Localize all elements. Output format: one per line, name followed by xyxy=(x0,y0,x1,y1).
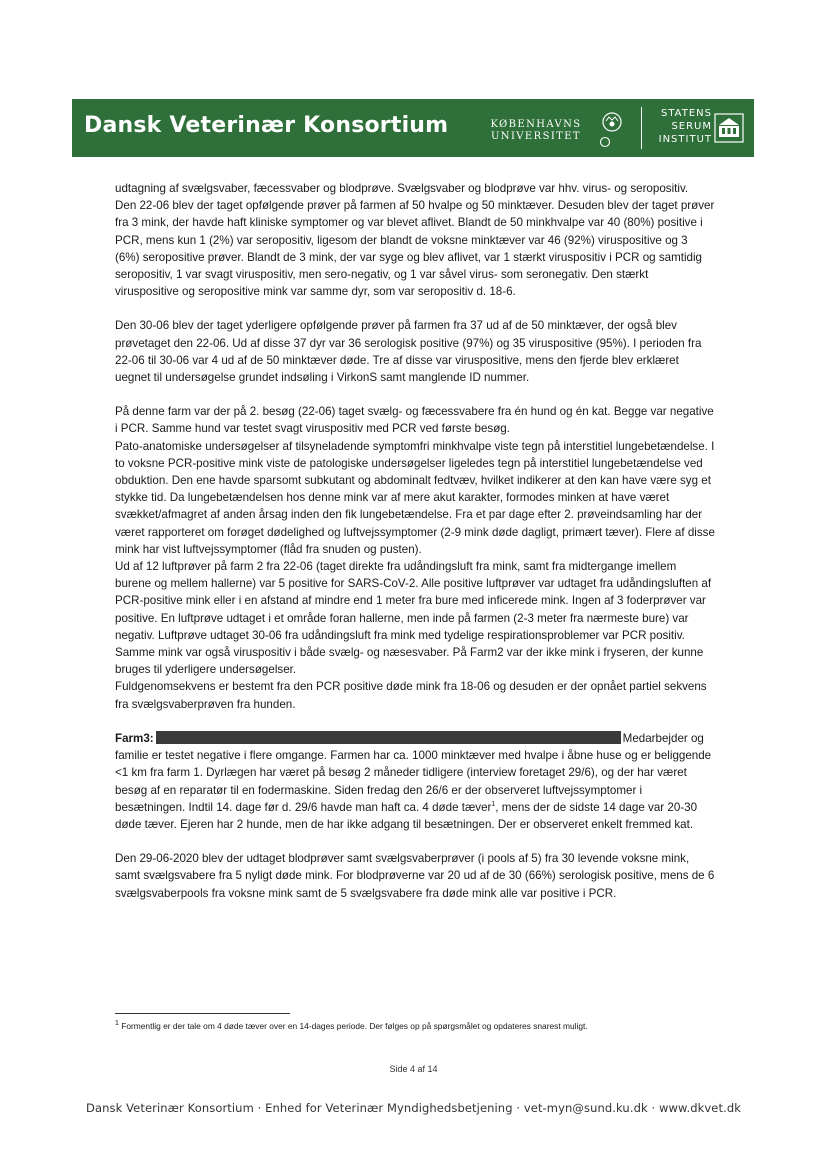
ku-seal-icon xyxy=(594,109,630,149)
farm3-after-redaction: Medarbejder og xyxy=(622,731,704,745)
body-text xyxy=(115,180,715,902)
farm3-text-a: familie er testet negative i flere omgange. Farmen har ca. 1000 minktæver med hvalpe i åbne huse og er beliggende <1 km fra farm 1. Dyrlægen har været på besøg 2 måneder tidligere (interview foretaget 29/6), og der har været besøg af en reparatør til en fodermaskine. Siden fredag den 26/6 er der observeret luftvejssymptomer i besætningen. Indtil 14. dage før d. 29/6 havde man haft ca. 4 døde tæver xyxy=(115,749,712,814)
ssi-line1: STATENS xyxy=(661,108,712,119)
ssi-wordmark xyxy=(650,107,712,146)
page-footer: Dansk Veterinær Konsortium · Enhed for Veterinær Myndighedsbetjening · vet-myn@sund.ku.dk · www.dkvet.dk xyxy=(86,1101,741,1115)
footnote-mark: 1 xyxy=(115,1020,119,1028)
footnote-divider xyxy=(115,1013,290,1014)
farm3-label: Farm3: xyxy=(115,731,154,745)
paragraph-5: Pato-anatomiske undersøgelser af tilsyneladende symptomfri minkhvalpe viste tegn på interstitiel lungebetændelse. I to voksne PCR-positive mink viste de patologiske undersøgelser ligeledes tegn på interstitiel lungebetændelse ved obduktion. Den ene havde sparsomt subkutant og abdominalt fedtvæv, hvilket indikerer at den kan have være syg et stykke tid. Da lungebetændelsen hos denne mink var af mere akut karakter, formodes minken at have været svækket/afmagret af anden årsag inden den fik lungebetændelse. Fra et par dage efter 2. prøveindsamling har der været rapporteret om forøget dødelighed og luftvejssymptomer (2-9 mink døde dagligt, primært tæver). Flere af disse mink har vist luftvejssymptomer (flåd fra snuden og pusten). xyxy=(115,439,715,556)
footnote xyxy=(115,1020,735,1032)
paragraph-4: På denne farm var der på 2. besøg (22-06) taget svælg- og fæcessvabere fra én hund og én kat. Begge var negative i PCR. Samme hund var testet svagt viruspositiv med PCR ved første besøg. xyxy=(115,405,714,436)
ku-logo xyxy=(486,109,636,149)
paragraph-2: Den 22-06 blev der taget opfølgende prøver på farmen af 50 hvalpe og 50 minktæver. Desuden blev der taget prøver fra 3 mink, der havde haft kliniske symptomer og var blevet aflivet. Blandt de 50 minkhvalpe var 40 (80%) positive i PCR, mens kun 1 (2%) var seropositiv, ligesom der blandt de voksne minktæver var 46 (92%) viruspositive og 3 (6%) seropositive prøver. Blandt de 3 mink, der var syge og blev aflivet, var 1 stærkt viruspositiv i PCR og samtidig seropositiv, 1 var svagt viruspositiv, men sero-negativ, og 1 var såvel virus- som seronegativ. Den stærkt viruspositive og seropositive mink var samme dyr, som var seropositiv d. 18-6. xyxy=(115,199,715,299)
ssi-building-icon xyxy=(714,113,744,143)
paragraph-9: Den 29-06-2020 blev der udtaget blodprøver samt svælgsvaberprøver (i pools af 5) fra 30 levende voksne mink, samt svælgsvabere fra 5 nyligt døde mink. For blodprøverne var 20 ud af de 30 (66%) serologisk positive, mens de 6 svælgsvaberpools fra voksne mink samt de 5 svælgsvabere fra døde mink alle var positive i PCR. xyxy=(115,852,715,900)
page-number: Side 4 af 14 xyxy=(389,1064,438,1074)
brand-title: Dansk Veterinær Konsortium xyxy=(84,113,449,138)
paragraph-farm3 xyxy=(115,730,715,833)
footnote-text: Formentlig er der tale om 4 døde tæver over en 14-dages periode. Der følges op på spørgsmålet og opdateres snarest muligt. xyxy=(118,1021,588,1031)
paragraph-3: Den 30-06 blev der taget yderligere opfølgende prøver på farmen fra 37 ud af de 50 minktæver, der også blev prøvetaget den 22-06. Ud af disse 37 dyr var 36 serologisk positive (97%) og 35 viruspositive (95%). I perioden fra 22-06 til 30-06 var 4 ud af de 50 minktæver døde. Tre af disse var viruspositive, mens den fjerde blev erklæret uegnet til undersøgelse grundet indsøling i VirkonS samt manglende ID nummer. xyxy=(115,319,702,385)
ssi-line2: SERUM xyxy=(671,121,712,132)
ku-line1: KØBENHAVNS xyxy=(490,119,582,130)
ku-wordmark xyxy=(486,119,586,143)
paragraph-7: Fuldgenomsekvens er bestemt fra den PCR positive døde mink fra 18-06 og desuden er der opnået partiel sekvens fra svælgsvaberprøven fra hunden. xyxy=(115,680,707,711)
paragraph-6: Ud af 12 luftprøver på farm 2 fra 22-06 (taget direkte fra udåndingsluft fra mink, samt fra midtergange imellem burene og mellem hallerne) var 5 positive for SARS-CoV-2. Alle positive luftprøver var udtaget fra udåndingsluften af PCR-positive mink eller i en afstand af mindre end 1 meter fra bure med inficerede mink. Ingen af 3 foderprøver var positive. En luftprøve udtaget i et område foran hallerne, men inde på farmen (2-3 meter fra nærmeste bure) var negativ. Luftprøve udtaget 30-06 fra udåndingsluft fra mink med tydelige respirationsproblemer var PCR positiv. Samme mink var også viruspositiv i både svælg- og næsesvaber. På Farm2 var der ikke mink i fryseren, der kunne bruges til yderligere undersøgelser. xyxy=(115,560,712,677)
footnote-ref[interactable]: 1 xyxy=(491,800,496,808)
redaction-bar xyxy=(156,731,621,744)
farm3-text-b: , mens der de sidste 14 dage var 20-30 døde tæver. Ejeren har 2 hunde, men de har ikke adgang til besætningen. Der er observeret enkelt fremmed kat. xyxy=(115,800,698,831)
header-banner xyxy=(72,99,754,157)
logo-divider xyxy=(641,107,642,149)
ssi-line3: INSTITUT xyxy=(658,134,712,145)
paragraph-1: udtagning af svælgsvaber, fæcessvaber og blodprøve. Svælgsvaber og blodprøve var hhv. virus- og seropositiv. xyxy=(115,182,689,195)
ku-line2: UNIVERSITET xyxy=(490,131,582,142)
